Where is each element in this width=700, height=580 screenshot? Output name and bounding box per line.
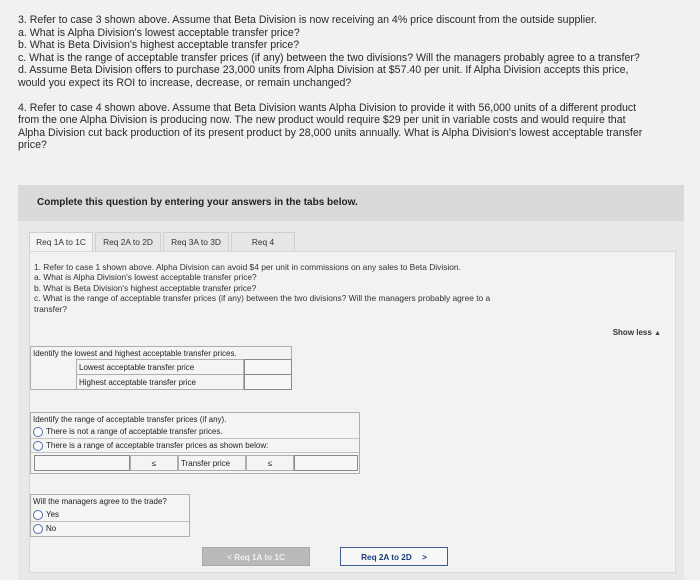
q3-line: c. What is the range of acceptable transfer prices (if any) between the two divisions? Will the managers probably agree to a transfer? xyxy=(18,51,640,64)
transfer-price-label: Transfer price xyxy=(178,455,246,471)
tab-content xyxy=(29,251,676,573)
q4-line: 4. Refer to case 4 shown above. Assume that Beta Division wants Alpha Division to provide it with 56,000 units of a different product xyxy=(18,101,637,114)
q3-line: a. What is Alpha Division's lowest acceptable transfer price? xyxy=(18,26,300,39)
radio-circle-icon[interactable] xyxy=(33,427,43,437)
tab-req-1a-1c[interactable]: Req 1A to 1C xyxy=(29,232,93,252)
section1-title: Identify the lowest and highest acceptable transfer prices. xyxy=(33,349,237,358)
lowest-price-label: Lowest acceptable transfer price xyxy=(76,359,244,375)
q4-line: price? xyxy=(18,139,47,152)
tab-req-3a-3d[interactable]: Req 3A to 3D xyxy=(163,232,229,252)
chevron-right-icon: > xyxy=(422,553,427,562)
q3-line: would you expect its ROI to increase, decrease, or remain unchanged? xyxy=(18,76,352,89)
req-line: 1. Refer to case 1 shown above. Alpha Division can avoid $4 per unit in commissions on any sales to Beta Division. xyxy=(34,262,461,272)
answer-panel xyxy=(18,185,684,580)
range-high-input-cell xyxy=(294,455,358,471)
lte-symbol: ≤ xyxy=(246,455,294,471)
show-less-link[interactable] xyxy=(613,328,661,337)
question-intro xyxy=(18,14,690,152)
next-req-label: Req 2A to 2D xyxy=(361,553,412,562)
question-4 xyxy=(18,102,690,152)
range-low-input[interactable] xyxy=(35,460,129,474)
q3-line: b. What is Beta Division's highest acceptable transfer price? xyxy=(18,39,300,52)
option-no[interactable] xyxy=(31,522,189,536)
option-no-range[interactable] xyxy=(31,425,359,439)
panel-header: Complete this question by entering your answers in the tabs below. xyxy=(18,185,684,221)
q3-line: d. Assume Beta Division offers to purchase 23,000 units from Alpha Division at $57.40 per unit. If Alpha Division accepts this price, xyxy=(18,64,629,77)
triangle-up-icon: ▲ xyxy=(654,330,661,337)
requirement-text xyxy=(34,262,634,314)
tab-req-4[interactable]: Req 4 xyxy=(231,232,295,252)
next-req-button[interactable] xyxy=(340,547,448,566)
option-no-range-label: There is not a range of acceptable transfer prices. xyxy=(46,427,223,436)
show-less-label: Show less xyxy=(612,328,652,337)
option-yes-label: Yes xyxy=(46,510,60,519)
req-line: c. What is the range of acceptable transfer prices (if any) between the two divisions? Will the managers probably agree to a xyxy=(34,293,491,304)
option-range[interactable] xyxy=(31,439,359,453)
req-line: a. What is Alpha Division's lowest acceptable transfer price? xyxy=(34,272,257,283)
req-line: b. What is Beta Division's highest acceptable transfer price? xyxy=(34,282,257,293)
option-yes[interactable] xyxy=(31,508,189,522)
transfer-price-table xyxy=(30,346,292,390)
radio-circle-icon[interactable] xyxy=(33,510,43,520)
highest-price-label: Highest acceptable transfer price xyxy=(76,374,244,390)
option-range-label: There is a range of acceptable transfer prices as shown below: xyxy=(46,441,269,450)
tab-req-2a-2d[interactable]: Req 2A to 2D xyxy=(95,232,161,252)
option-no-label: No xyxy=(46,524,57,533)
question-3 xyxy=(18,14,690,90)
prev-req-label: Req 1A to 1C xyxy=(234,553,285,562)
range-section xyxy=(30,412,360,474)
highest-price-input-cell xyxy=(244,374,292,390)
q4-line: from the one Alpha Division is producing now. The new product would require $29 per unit in variable costs and would require that xyxy=(18,114,626,127)
radio-circle-icon[interactable] xyxy=(33,441,43,451)
range-high-input[interactable] xyxy=(295,460,357,474)
section2-title: Identify the range of acceptable transfer prices (if any). xyxy=(33,415,227,424)
req-line: transfer? xyxy=(34,303,68,314)
chevron-left-icon: < xyxy=(227,553,232,562)
lowest-price-input-cell xyxy=(244,359,292,375)
prev-req-button[interactable] xyxy=(202,547,310,566)
highest-price-input[interactable] xyxy=(245,379,291,393)
radio-circle-icon[interactable] xyxy=(33,524,43,534)
section3-title: Will the managers agree to the trade? xyxy=(33,497,167,506)
q3-line: 3. Refer to case 3 shown above. Assume that Beta Division is now receiving an 4% price discount from the outside supplier. xyxy=(18,14,597,26)
q4-line: Alpha Division cut back production of its present product by 28,000 units annually. What is Alpha Division's lowest acceptable transfer xyxy=(18,126,643,139)
lte-symbol: ≤ xyxy=(130,455,178,471)
range-low-input-cell xyxy=(34,455,130,471)
agree-section xyxy=(30,494,190,537)
